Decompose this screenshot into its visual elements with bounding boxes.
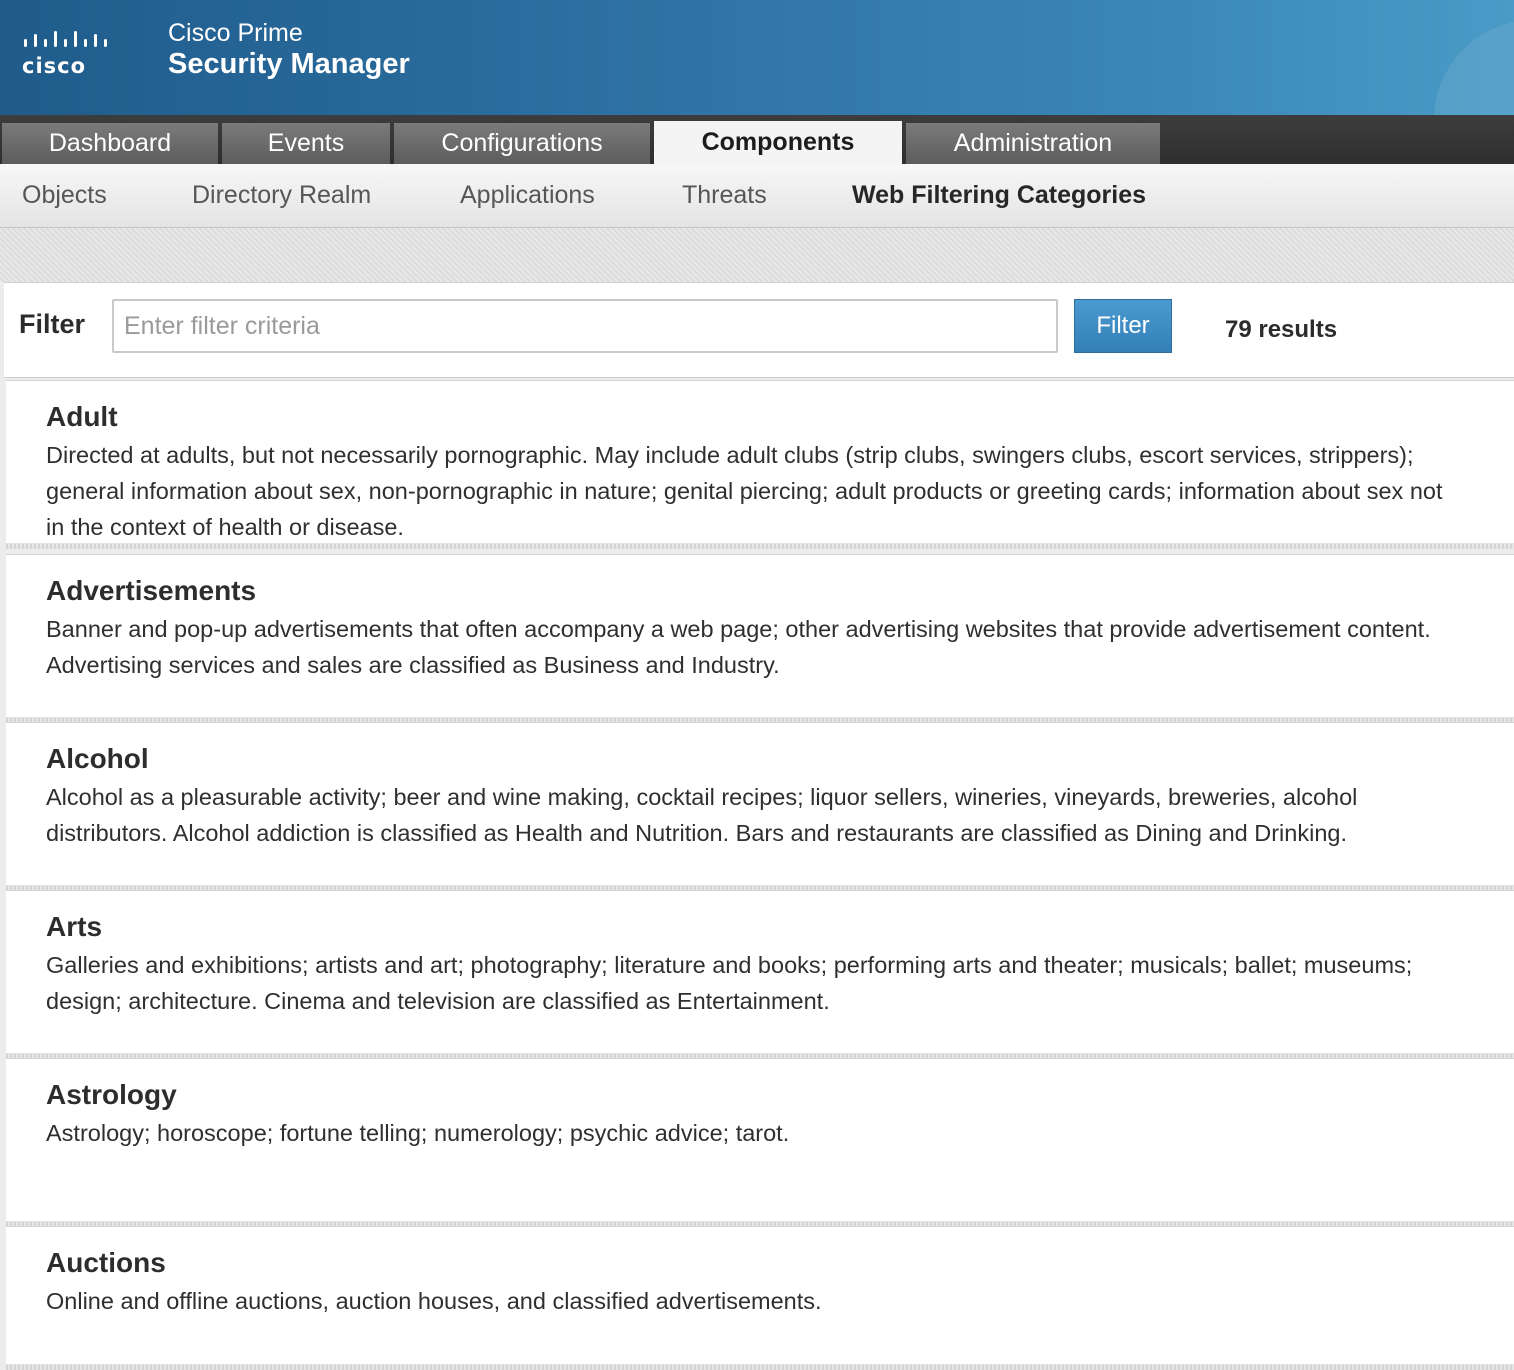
product-name: Security Manager [168,48,410,80]
banner-decoration [1434,20,1514,115]
category-name: Auctions [46,1247,166,1278]
tab-dashboard[interactable]: Dashboard [2,123,218,164]
category-name: Advertisements [46,575,257,606]
tab-events[interactable]: Events [222,123,390,164]
category-name: Alcohol [46,743,149,774]
subnav-objects[interactable]: Objects [22,181,107,209]
filter-input[interactable] [112,299,1058,353]
filter-bar [4,282,1514,378]
category-description: Astrology; horoscope; fortune telling; numerology; psychic advice; tarot. [46,1120,790,1146]
tab-configurations[interactable]: Configurations [394,123,650,164]
category-name: Arts [46,911,103,942]
toolbar-spacer [0,228,1514,282]
list-item[interactable] [6,1058,1514,1222]
category-description: Directed at adults, but not necessarily pornographic. May include adult clubs (strip clubs, swingers clubs, escort services, strippers); general information about sex, non-pornographic in nature; genital piercing; adult products or greeting cards; information about sex not in the context of health or disease. [46,442,1443,540]
list-item[interactable] [6,554,1514,718]
filter-label: Filter [19,309,86,339]
list-item[interactable] [6,380,1514,544]
category-description: Online and offline auctions, auction houses, and classified advertisements. [46,1288,822,1314]
subnav-web-filtering-categories[interactable]: Web Filtering Categories [852,181,1147,209]
tab-components[interactable]: Components [654,121,902,164]
category-name: Astrology [46,1079,177,1110]
cisco-logo-text: cisco [22,54,87,78]
subnav-threats[interactable]: Threats [682,181,767,209]
category-name: Adult [46,401,118,432]
category-description: Galleries and exhibitions; artists and art; photography; literature and books; performing arts and theater; musicals; ballet; museums; design; architecture. Cinema and television are classified as Entertainment. [46,952,1413,1014]
sub-nav-bar [0,164,1514,228]
list-item[interactable] [6,890,1514,1054]
category-description: Banner and pop-up advertisements that often accompany a web page; other advertising websites that provide advertisement content. Advertising services and sales are classified as Business and Industry. [46,616,1431,678]
list-item[interactable] [6,722,1514,886]
subnav-directory-realm[interactable]: Directory Realm [192,181,372,209]
result-count: 79 results [1225,316,1338,343]
subnav-applications[interactable]: Applications [460,181,595,209]
tab-administration[interactable]: Administration [906,123,1160,164]
product-line: Cisco Prime [168,19,303,47]
main-tab-bar [0,115,1514,164]
filter-button[interactable]: Filter [1074,299,1172,353]
app-header [0,0,1514,115]
cisco-bars-icon [22,28,114,52]
list-item[interactable] [6,1226,1514,1365]
cisco-logo[interactable] [22,28,114,78]
category-description: Alcohol as a pleasurable activity; beer and wine making, cocktail recipes; liquor sellers, wineries, vineyards, breweries, alcohol distributors. Alcohol addiction is classified as Health and Nutrition. Bars and restaurants are classified as Dining and Drinking. [46,784,1358,846]
